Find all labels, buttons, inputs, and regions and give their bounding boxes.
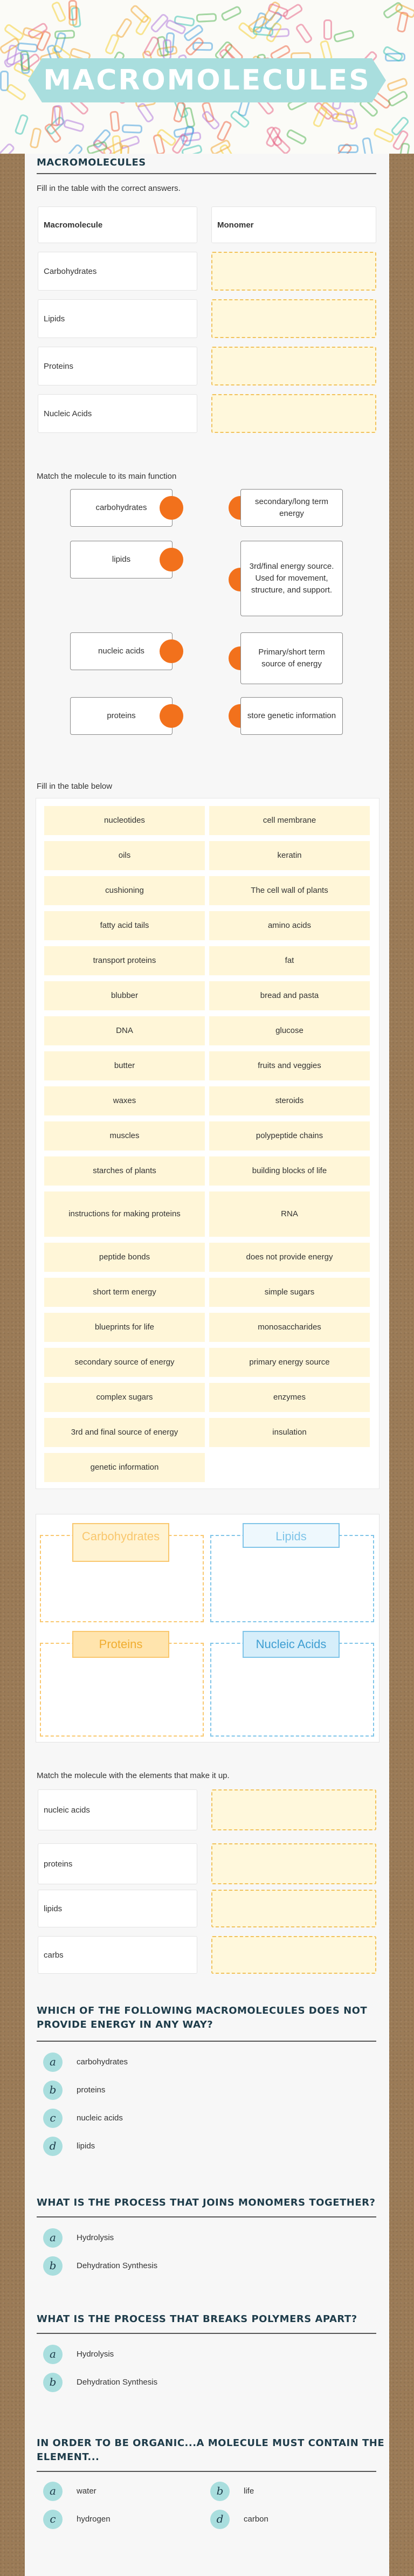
draggable-term[interactable]: polypeptide chains — [209, 1121, 370, 1151]
paperclip-icon — [109, 111, 120, 132]
match-left-nucleic-acids[interactable]: nucleic acids — [70, 632, 172, 670]
paperclip-icon — [0, 142, 16, 154]
draggable-term[interactable]: butter — [44, 1051, 205, 1080]
option-letter[interactable]: a — [43, 2345, 63, 2364]
draggable-term[interactable]: keratin — [209, 841, 370, 870]
option-hydrolysis[interactable]: Hydrolysis — [77, 2350, 114, 2359]
match-connector-dot[interactable] — [160, 496, 183, 520]
match-left-proteins[interactable]: proteins — [70, 697, 172, 735]
paperclip-icon — [64, 143, 84, 154]
option-letter[interactable]: b — [43, 2256, 63, 2276]
match-left-carbohydrates[interactable]: carbohydrates — [70, 489, 172, 527]
paperclip-icon — [387, 90, 409, 108]
option-letter[interactable]: d — [43, 2137, 63, 2156]
row-label-nucleic-acids: Nucleic Acids — [38, 394, 197, 433]
divider — [37, 2216, 376, 2217]
draggable-term[interactable]: does not provide energy — [209, 1243, 370, 1272]
row-label-carbohydrates: Carbohydrates — [38, 252, 197, 291]
paperclip-icon — [5, 83, 27, 102]
category-label-carbohydrates: Carbohydrates — [72, 1523, 169, 1562]
draggable-term[interactable]: instructions for making proteins — [44, 1191, 205, 1237]
section1-heading: MACROMOLECULES — [37, 157, 146, 168]
monomer-drop-zone[interactable] — [211, 394, 376, 433]
category-label-proteins: Proteins — [72, 1631, 169, 1658]
option-nucleic-acids[interactable]: nucleic acids — [77, 2113, 123, 2123]
monomer-drop-zone[interactable] — [211, 299, 376, 338]
paperclip-icon — [54, 30, 75, 39]
match-connector-dot[interactable] — [160, 639, 183, 663]
paperclip-icon — [51, 1, 67, 23]
paperclip-icon — [362, 137, 374, 154]
draggable-term[interactable]: insulation — [209, 1418, 370, 1447]
paperclip-icon — [53, 105, 65, 126]
option-letter[interactable]: a — [43, 2228, 63, 2248]
paperclip-icon — [115, 17, 133, 39]
element-row-proteins: proteins — [38, 1843, 197, 1884]
question-1: WHICH OF THE FOLLOWING MACROMOLECULES DOES NOT PROVIDE ENERGY IN ANY WAY? — [37, 2005, 368, 2030]
draggable-term[interactable]: secondary source of energy — [44, 1348, 205, 1377]
draggable-term[interactable]: fruits and veggies — [209, 1051, 370, 1080]
element-row-lipids: lipids — [38, 1890, 197, 1927]
category-label-nucleic-acids: Nucleic Acids — [243, 1631, 340, 1658]
draggable-term[interactable]: peptide bonds — [44, 1243, 205, 1272]
option-letter[interactable]: a — [43, 2052, 63, 2072]
element-drop-zone[interactable] — [211, 1936, 376, 1974]
draggable-term[interactable]: nucleotides — [44, 806, 205, 835]
option-dehydration-synthesis[interactable]: Dehydration Synthesis — [77, 2378, 158, 2387]
paperclip-icon — [252, 26, 273, 36]
divider — [37, 173, 376, 174]
draggable-term[interactable]: fatty acid tails — [44, 911, 205, 940]
element-row-nucleic-acids: nucleic acids — [38, 1789, 197, 1830]
draggable-term[interactable]: starches of plants — [44, 1156, 205, 1186]
paperclip-icon — [29, 127, 42, 149]
option-letter[interactable]: c — [43, 2510, 63, 2529]
draggable-term[interactable]: primary energy source — [209, 1348, 370, 1377]
sort-drop-lipids[interactable] — [210, 1535, 374, 1622]
section1-instruction: Fill in the table with the correct answers. — [37, 184, 181, 193]
divider — [37, 2333, 376, 2334]
draggable-term[interactable]: blueprints for life — [44, 1313, 205, 1342]
question-4-line2: ELEMENT... — [37, 2451, 100, 2463]
section4-instruction: Match the molecule with the elements that make it up. — [37, 1771, 230, 1780]
draggable-term[interactable]: DNA — [44, 1016, 205, 1045]
paperclip-icon — [163, 39, 171, 60]
element-drop-zone[interactable] — [211, 1843, 376, 1884]
question-2: WHAT IS THE PROCESS THAT JOINS MONOMERS TOGETHER? — [37, 2197, 376, 2208]
worksheet-paper — [25, 154, 389, 2576]
option-carbon[interactable]: carbon — [244, 2515, 268, 2524]
draggable-term[interactable]: transport proteins — [44, 946, 205, 975]
option-hydrogen[interactable]: hydrogen — [77, 2515, 111, 2524]
paperclip-icon — [323, 19, 332, 40]
paperclip-icon — [63, 119, 85, 133]
paperclip-icon — [333, 29, 355, 43]
paperclip-icon — [68, 0, 78, 20]
draggable-term[interactable]: blubber — [44, 981, 205, 1010]
match-left-lipids[interactable]: lipids — [70, 541, 172, 578]
option-water[interactable]: water — [77, 2487, 96, 2496]
option-letter[interactable]: c — [43, 2109, 63, 2128]
match-right-secondary-energy[interactable]: secondary/long term energy — [240, 489, 343, 527]
option-proteins[interactable]: proteins — [77, 2085, 106, 2095]
draggable-term[interactable]: steroids — [209, 1086, 370, 1115]
draggable-term[interactable]: short term energy — [44, 1278, 205, 1307]
draggable-term[interactable]: enzymes — [209, 1383, 370, 1412]
draggable-term[interactable]: oils — [44, 841, 205, 870]
title-banner — [42, 58, 372, 102]
row-label-proteins: Proteins — [38, 347, 197, 385]
draggable-term[interactable]: glucose — [209, 1016, 370, 1045]
draggable-term[interactable]: amino acids — [209, 911, 370, 940]
draggable-term[interactable]: cushioning — [44, 876, 205, 905]
section3-instruction: Fill in the table below — [37, 782, 113, 791]
draggable-term[interactable]: cell membrane — [209, 806, 370, 835]
monomer-drop-zone[interactable] — [211, 252, 376, 291]
draggable-term[interactable]: building blocks of life — [209, 1156, 370, 1186]
divider — [37, 2471, 376, 2472]
draggable-term[interactable]: bread and pasta — [209, 981, 370, 1010]
option-letter[interactable]: d — [210, 2510, 230, 2529]
page-title: MACROMOLECULES — [43, 64, 371, 97]
paperclip-icon — [112, 135, 122, 154]
draggable-term[interactable]: muscles — [44, 1121, 205, 1151]
element-drop-zone[interactable] — [211, 1789, 376, 1830]
question-3: WHAT IS THE PROCESS THAT BREAKS POLYMERS APART? — [37, 2313, 357, 2325]
option-carbohydrates[interactable]: carbohydrates — [77, 2057, 128, 2067]
header-cell-macromolecule: Macromolecule — [38, 206, 197, 243]
header — [0, 0, 414, 154]
monomer-drop-zone[interactable] — [211, 347, 376, 385]
draggable-term[interactable]: genetic information — [44, 1453, 205, 1482]
option-letter[interactable]: a — [43, 2482, 63, 2501]
draggable-term[interactable]: fat — [209, 946, 370, 975]
paperclip-icon — [285, 128, 307, 146]
option-life[interactable]: life — [244, 2487, 254, 2496]
divider — [37, 2041, 376, 2042]
option-hydrolysis[interactable]: Hydrolysis — [77, 2233, 114, 2242]
match-right-final-energy[interactable]: 3rd/final energy source. Used for movement, structure, and support. — [240, 541, 343, 616]
option-letter[interactable]: b — [210, 2482, 230, 2501]
paperclip-icon — [14, 113, 29, 135]
paperclip-icon — [220, 5, 242, 22]
option-letter[interactable]: b — [43, 2081, 63, 2100]
match-connector-dot[interactable] — [160, 548, 183, 571]
paperclip-icon — [122, 124, 143, 133]
draggable-term[interactable]: RNA — [209, 1191, 370, 1237]
match-right-primary-energy[interactable]: Primary/short term source of energy — [240, 632, 343, 684]
match-right-genetic-info[interactable]: store genetic information — [240, 697, 343, 735]
draggable-term[interactable]: monosaccharides — [209, 1313, 370, 1342]
paperclip-icon — [386, 77, 408, 92]
paperclip-icon — [396, 11, 409, 33]
paperclip-icon — [17, 42, 38, 52]
draggable-term[interactable]: waxes — [44, 1086, 205, 1115]
category-label-lipids: Lipids — [243, 1523, 340, 1548]
element-row-carbs: carbs — [38, 1936, 197, 1974]
draggable-term[interactable]: simple sugars — [209, 1278, 370, 1307]
option-lipids[interactable]: lipids — [77, 2141, 95, 2151]
section2-instruction: Match the molecule to its main function — [37, 472, 177, 481]
question-4-line1: IN ORDER TO BE ORGANIC...A MOLECULE MUST CONTAIN THE — [37, 2437, 385, 2449]
option-dehydration-synthesis[interactable]: Dehydration Synthesis — [77, 2261, 158, 2270]
option-letter[interactable]: b — [43, 2373, 63, 2392]
match-connector-dot[interactable] — [160, 704, 183, 728]
draggable-term[interactable]: The cell wall of plants — [209, 876, 370, 905]
row-label-lipids: Lipids — [38, 299, 197, 338]
draggable-term[interactable]: 3rd and final source of energy — [44, 1418, 205, 1447]
paperclip-icon — [338, 144, 358, 153]
paperclip-icon — [295, 23, 314, 44]
paperclip-icon — [196, 13, 217, 23]
header-cell-monomer: Monomer — [211, 206, 376, 243]
draggable-term[interactable]: complex sugars — [44, 1383, 205, 1412]
element-drop-zone[interactable] — [211, 1890, 376, 1927]
